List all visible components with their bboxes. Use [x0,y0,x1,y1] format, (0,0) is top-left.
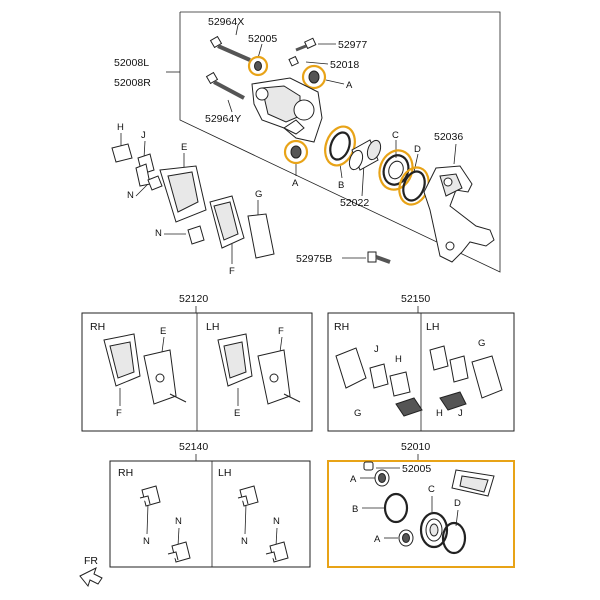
pad-rh-outer [104,334,140,386]
shim-H-lh [430,346,448,370]
kit-52120 [82,293,312,431]
label-RH: RH [90,321,106,333]
label-52018: 52018 [330,59,360,71]
leader [276,528,277,546]
clip-rh-lower [168,542,190,562]
label-LH: LH [218,467,232,479]
shim-G-rh [336,348,366,388]
leader [414,154,418,172]
label-52010: 52010 [401,441,431,453]
label-52964X: 52964X [208,16,245,28]
bolt-52975B [368,252,390,262]
leader [306,62,328,64]
label-H: H [117,122,124,133]
label-LH: LH [206,321,220,333]
guide-pin-52964X [211,37,250,60]
label-52022: 52022 [340,197,370,209]
label-52036: 52036 [434,131,464,143]
shim-H-rh [390,372,410,396]
piston-52022 [347,139,383,172]
kit-52150 [328,293,514,431]
label-N-2: N [155,228,162,239]
label-G: G [255,189,263,200]
leader [258,44,262,58]
leader [245,504,246,534]
label-A: A [350,474,357,485]
label-52008L: 52008L [114,57,150,69]
bleeder-cap-52018 [289,57,298,66]
label-F: F [229,266,235,277]
shim-G-lh [472,356,502,398]
label-52005-kit: 52005 [402,463,432,475]
label-C: C [392,130,399,141]
label-J: J [374,344,379,355]
label-52964Y: 52964Y [205,113,242,125]
label-F: F [278,326,284,337]
label-B: B [338,180,345,191]
label-A: A [374,534,381,545]
leader [340,164,342,178]
boot-52005-top [249,57,267,75]
label-52977: 52977 [338,39,368,51]
pad-lh-outer [218,334,252,386]
clip-J-rh [370,364,388,388]
label-A-bottom: A [292,178,299,189]
label-D: D [454,498,461,509]
label-N: N [127,190,134,201]
kit-52010 [328,441,514,567]
label-B: B [352,504,359,515]
leader [454,144,456,164]
label-H: H [436,408,443,419]
leader [326,80,344,84]
label-A-top: A [346,80,353,91]
guide-pin-52964Y [207,73,244,98]
clip-lh-upper [238,486,258,506]
clip-N-2 [188,226,204,244]
leader [178,528,179,546]
pad-lh-inner [258,350,300,404]
boot-A-bottom [285,141,307,163]
clip-rh-upper [140,486,160,506]
pad-E [160,166,206,222]
label-RH: RH [118,467,134,479]
kit-boot-A-lower [399,530,413,546]
bleeder-screw-52977 [296,38,316,50]
label-H: H [395,354,402,365]
leader [147,504,148,534]
label-N: N [241,536,248,547]
label-52150: 52150 [401,293,431,305]
clip-J-lh [450,356,468,382]
label-E: E [234,408,241,419]
main-assembly [112,12,500,277]
front-arrow-icon [80,568,102,586]
label-N: N [273,516,280,527]
pad-rh-inner [144,350,186,404]
label-52005-top: 52005 [248,33,278,45]
kit-boot-A-upper [375,470,389,486]
clip-N [148,176,162,190]
grease-packet-rh [396,398,422,416]
label-E: E [160,326,167,337]
label-C: C [428,484,435,495]
kit-52140 [110,441,310,567]
kit-seal-B [385,494,407,522]
leader [228,100,232,112]
leader [280,337,282,352]
label-F: F [116,408,122,419]
label-52975B: 52975B [296,253,333,265]
label-D: D [414,144,421,155]
label-J: J [458,408,463,419]
label-N: N [143,536,150,547]
label-G: G [478,338,486,349]
leader [162,337,164,352]
support-bracket-52036 [424,166,494,262]
kit-cap-52005 [364,462,373,470]
shim-H [112,144,132,162]
front-direction-indicator [80,555,102,586]
label-J: J [141,130,146,141]
shim-G [248,214,274,258]
label-E: E [181,142,188,153]
label-52120: 52120 [179,293,209,305]
label-LH: LH [426,321,440,333]
label-FR: FR [84,555,98,567]
label-RH: RH [334,321,350,333]
boot-A-top [303,66,325,88]
pad-F [210,196,244,248]
label-N: N [175,516,182,527]
clip-lh-lower [266,542,288,562]
label-G: G [354,408,362,419]
label-52140: 52140 [179,441,209,453]
label-52008R: 52008R [114,77,151,89]
kit-grease-packet [452,470,494,496]
